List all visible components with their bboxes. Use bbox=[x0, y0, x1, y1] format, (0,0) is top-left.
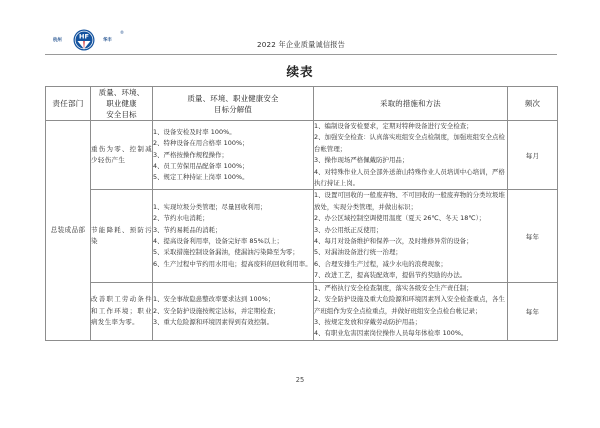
list-item: 1、严格执行安全检查制度，落实各级安全生产责任制； bbox=[314, 283, 473, 292]
column-header-goal-line2: 职业健康 bbox=[106, 99, 137, 108]
list-item: 3、节约易耗品的消耗； bbox=[153, 225, 222, 234]
cell-goal: 重伤为零、控制减少轻伤产生 bbox=[91, 121, 153, 190]
trademark-icon: ® bbox=[120, 30, 124, 35]
page-number: 25 bbox=[295, 376, 305, 384]
running-header-title: 2022 年企业质量诚信报告 bbox=[256, 40, 346, 49]
cell-measures bbox=[314, 121, 508, 190]
list-item: 4、有职业危害因素岗位操作人员每年体检率 100%。 bbox=[314, 329, 468, 338]
cell-goal: 节能降耗、预防污染 bbox=[91, 190, 153, 282]
logo-right-text: 华丰 bbox=[103, 38, 112, 43]
column-header-goal bbox=[91, 87, 153, 121]
cell-detail bbox=[153, 190, 314, 282]
detail-list bbox=[153, 202, 313, 270]
table-body bbox=[46, 121, 558, 341]
column-header-goal-line3: 安全目标 bbox=[106, 110, 137, 119]
page-header bbox=[45, 26, 557, 56]
detail-list bbox=[153, 127, 313, 184]
column-header-frequency: 频次 bbox=[508, 87, 558, 121]
list-item: 4、员工劳保用品配备率 100%； bbox=[153, 161, 249, 170]
list-item: 3、操作现场严格佩戴防护用品； bbox=[314, 156, 409, 165]
list-item: 6、合理安排生产过程，减少水电的浪费现象； bbox=[314, 259, 447, 268]
cell-department: 总装成品部 bbox=[46, 121, 91, 341]
objectives-table-wrapper bbox=[45, 86, 557, 341]
header-divider bbox=[45, 54, 557, 55]
svg-text:HF: HF bbox=[79, 32, 89, 41]
cell-measures bbox=[314, 282, 508, 340]
list-item: 4、每月对设备维护和保养一次，及时维修异常的设备； bbox=[314, 237, 473, 246]
column-header-measures: 采取的措施和方法 bbox=[314, 87, 508, 121]
cell-detail bbox=[153, 282, 314, 340]
list-item: 2、特种设备在用合格率 100%； bbox=[153, 139, 249, 148]
list-item: 1、编制设备安检要求，定期对特种设备进行安全检查； bbox=[314, 122, 473, 130]
table-row bbox=[46, 190, 558, 282]
list-item: 2、节约水电消耗； bbox=[153, 214, 209, 223]
list-item: 5、对漏油设备进行统一治理； bbox=[314, 248, 402, 257]
table-head bbox=[46, 87, 558, 121]
list-item: 7、改进工艺，提高装配效率，提倡节约奖励的办法。 bbox=[314, 271, 467, 280]
measures-list bbox=[314, 121, 507, 189]
measures-list bbox=[314, 283, 507, 340]
cell-measures bbox=[314, 190, 508, 282]
table-header-row bbox=[46, 87, 558, 121]
list-item: 1、设置可回收的一般废弃物、不可回收的一般废弃物的分类垃圾堆放处，实现分类管理，并做出标识； bbox=[314, 191, 505, 211]
table-row bbox=[46, 282, 558, 340]
table-row bbox=[46, 121, 558, 190]
list-item: 3、严格按操作规程操作； bbox=[153, 150, 228, 159]
column-header-detail-line2: 目标分解值 bbox=[214, 104, 252, 114]
logo-left-text: 杭州 bbox=[53, 38, 62, 43]
list-item: 4、对特殊作业人员全部外送萧山特殊作业人员培训中心培训，严格执行持证上岗。 bbox=[314, 167, 505, 188]
list-item: 4、提高设备利用率，设备完好率 85%以上； bbox=[153, 237, 284, 246]
column-header-department: 责任部门 bbox=[46, 87, 91, 121]
cell-detail bbox=[153, 121, 314, 190]
list-item: 2、加强安全检查：认真落实班组安全点检制度，加强班组安全点检台帐管理； bbox=[314, 133, 505, 153]
list-item: 3、办公用纸正反使用； bbox=[314, 225, 383, 234]
cell-frequency: 每年 bbox=[508, 282, 558, 340]
list-item: 1、设备安检及时率 100%。 bbox=[153, 127, 236, 136]
column-header-goal-line1: 质量、环境、 bbox=[98, 88, 145, 97]
list-item: 1、安全事故隐患整改率要求达到 100%； bbox=[153, 295, 275, 304]
list-item: 1、实现垃圾分类管理；尽量回收利用； bbox=[153, 202, 267, 211]
measures-list bbox=[314, 190, 507, 281]
detail-list bbox=[153, 294, 313, 328]
list-item: 3、重大危险源和环境因素得到有效控制。 bbox=[153, 317, 274, 326]
list-item: 5、采取措施控制设备漏油，使漏油污染降至为零； bbox=[153, 248, 299, 257]
column-header-detail bbox=[153, 87, 314, 121]
page-title: 续表 bbox=[286, 64, 314, 79]
cell-frequency: 每年 bbox=[508, 190, 558, 282]
column-header-detail-line1: 质量、环境、职业健康安全 bbox=[187, 93, 279, 103]
list-item: 3、按规定发放和穿戴劳动防护用品； bbox=[314, 317, 422, 326]
cell-goal: 改善职工劳动条件和工作环境；职业病发生率为零。 bbox=[91, 282, 153, 340]
list-item: 2、办公区域控制空调使用温度（夏天 26℃、冬天 18℃）； bbox=[314, 214, 486, 223]
list-item: 2、安全防护设施及重大危险源和环境因素列入安全检查重点，各生产班组作为安全点检重点，并做好班组安全点检台帐记录； bbox=[314, 295, 505, 315]
list-item: 5、规定工种持证上岗率 100%。 bbox=[153, 173, 249, 182]
list-item: 2、安全防护设施按规定达标，并定期检查； bbox=[153, 306, 280, 315]
list-item: 6、生产过程中节约用水用电；提高废料的回收利用率。 bbox=[153, 259, 312, 268]
cell-frequency: 每月 bbox=[508, 121, 558, 190]
objectives-table bbox=[45, 86, 558, 341]
